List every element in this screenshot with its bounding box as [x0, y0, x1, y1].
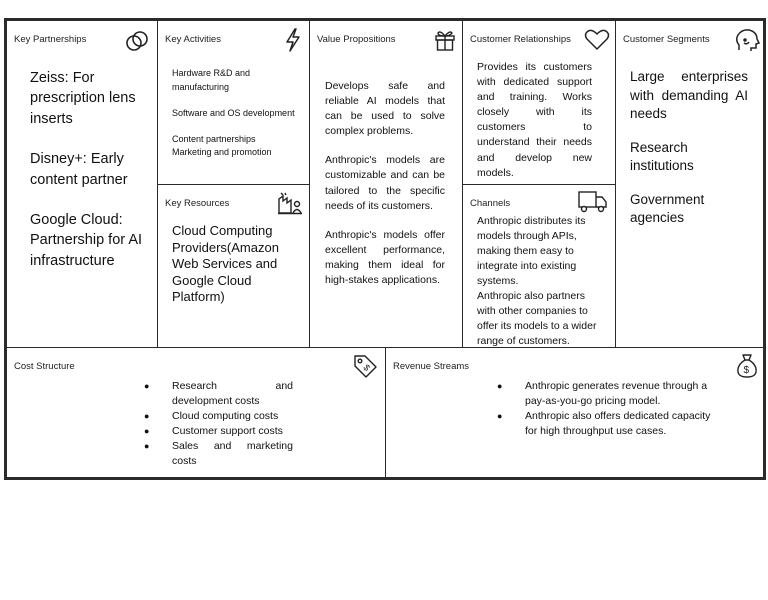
link-icon — [124, 28, 150, 54]
cost-structure-title: Cost Structure — [14, 361, 75, 372]
key-activities-list — [172, 67, 297, 172]
paragraph: Anthropic's models are customizable and can be tailored to the specific needs of its customers. — [325, 154, 445, 212]
revenue-streams-list — [497, 379, 717, 439]
key-resources-block — [157, 184, 310, 348]
cost-structure-list — [144, 379, 293, 469]
customer-relationships-block — [462, 20, 616, 185]
revenue-streams-block — [385, 347, 764, 478]
customer-segments-block — [615, 20, 764, 348]
key-partnerships-title: Key Partnerships — [14, 34, 87, 45]
list-item: Google Cloud: Partnership for AI infrastructure — [30, 212, 143, 269]
list-item: Large enterprises with demanding AI needs — [630, 69, 748, 121]
list-item: ● Anthropic generates revenue through a pay-as-you-go pricing model. — [497, 380, 708, 407]
svg-text:$: $ — [361, 362, 372, 373]
revenue-streams-title: Revenue Streams — [393, 361, 470, 372]
svg-text:$: $ — [743, 365, 750, 376]
list-item: ● Customer support costs — [144, 425, 283, 437]
key-resources-title: Key Resources — [165, 198, 230, 209]
value-propositions-block — [309, 20, 463, 348]
list-item: ● Sales and marketing costs — [144, 440, 293, 467]
money-bag-icon — [736, 353, 758, 379]
lightning-icon — [285, 28, 301, 52]
list-item-text: Customer support costs — [172, 425, 283, 437]
gift-icon — [434, 29, 456, 51]
list-item: Disney+: Early content partner — [30, 151, 128, 188]
heart-icon — [584, 28, 610, 52]
value-propositions-text — [325, 79, 445, 302]
list-item: Research institutions — [630, 139, 694, 173]
list-item-text: Cloud computing costs — [172, 410, 279, 422]
list-item: Marketing and promotion — [172, 147, 272, 157]
customer-relationships-text: Provides its customers with dedicated support and training. Works closely with its customers to understand their needs and develop new models. — [477, 61, 592, 179]
paragraph: Anthropic's models offer excellent performance, making them ideal for high-stakes applications. — [325, 228, 445, 287]
channels-block — [462, 184, 616, 348]
list-item: Hardware R&D and manufacturing — [172, 68, 251, 92]
business-model-canvas — [4, 18, 766, 480]
customer-segments-list — [630, 68, 748, 248]
list-item: Software and OS development — [172, 107, 295, 118]
truck-icon — [578, 190, 608, 214]
list-item-text: Anthropic generates revenue through a pay-as-you-go pricing model. — [525, 380, 708, 407]
list-item: ● Anthropic also offers dedicated capacity for high throughput use cases. — [497, 410, 711, 437]
key-activities-block — [157, 20, 310, 185]
list-item: ● Research and development costs — [144, 380, 293, 407]
price-tag-icon — [352, 353, 378, 379]
paragraph: Develops safe and reliable AI models that can be used to solve complex problems. — [325, 80, 445, 138]
list-item: Content partnerships — [172, 133, 256, 144]
paragraph: Anthropic distributes its models through APIs, making them easy to integrate into existing systems. — [477, 215, 586, 287]
list-item: Government agencies — [630, 191, 705, 225]
customer-segments-title: Customer Segments — [623, 34, 710, 45]
key-partnerships-list — [30, 68, 145, 291]
channels-text — [477, 214, 599, 349]
cost-structure-block — [6, 347, 386, 478]
key-resources-text: Cloud Computing Providers(Amazon Web Services and Google Cloud Platform) — [172, 223, 279, 304]
channels-title: Channels — [470, 198, 511, 209]
list-item-text: Sales and marketing costs — [172, 440, 293, 467]
key-activities-title: Key Activities — [165, 34, 221, 45]
key-partnerships-block — [6, 20, 158, 348]
list-item-text: Anthropic also offers dedicated capacity for high throughput use cases. — [525, 410, 711, 437]
list-item: ● Cloud computing costs — [144, 410, 279, 422]
list-item: Zeiss: For prescription lens inserts — [30, 70, 136, 127]
list-item-text: Research and development costs — [172, 380, 293, 407]
face-icon — [734, 28, 760, 54]
value-propositions-title: Value Propositions — [317, 34, 396, 45]
paragraph: Anthropic also partners with other companies to offer its models to a wider range of customers. — [477, 290, 597, 347]
customer-relationships-title: Customer Relationships — [470, 34, 571, 45]
factory-person-icon — [277, 191, 303, 215]
